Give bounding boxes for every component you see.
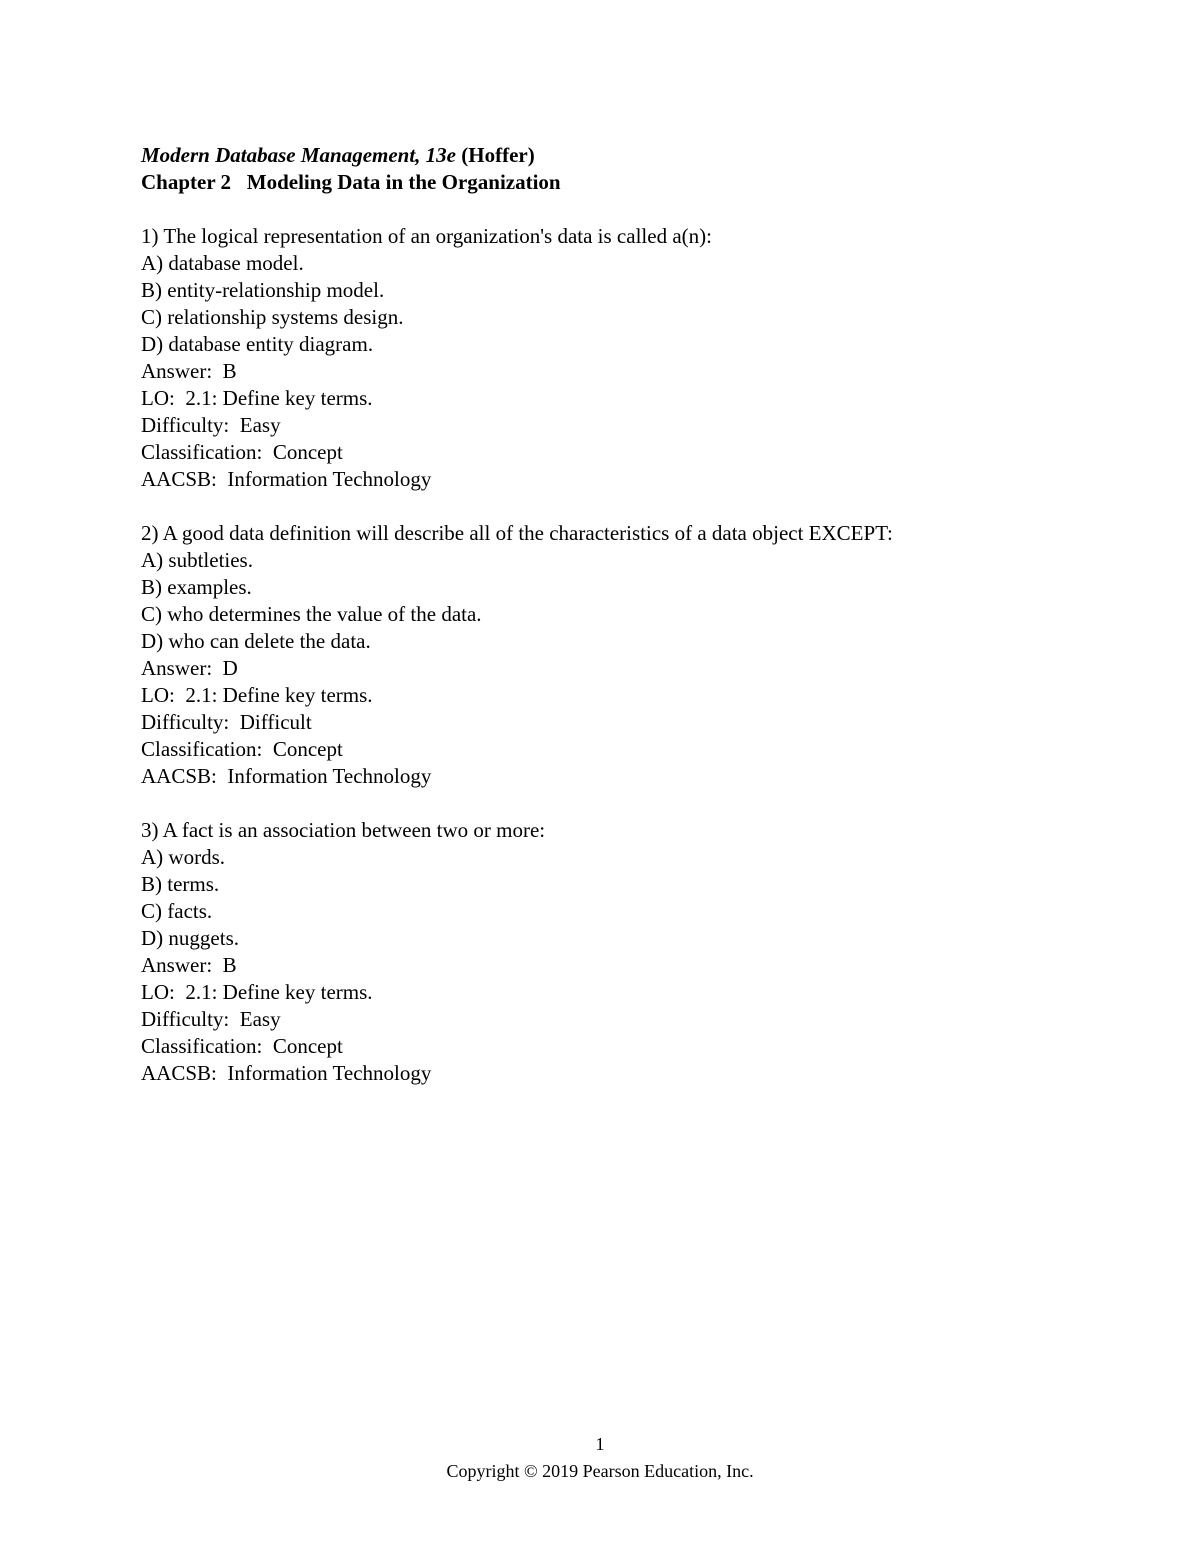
- learning-objective: LO: 2.1: Define key terms.: [141, 980, 373, 1004]
- option-d: D) who can delete the data.: [141, 629, 371, 653]
- option-a: A) words.: [141, 845, 225, 869]
- question-stem: 2) A good data definition will describe all of the characteristics of a data object EXCEPT:: [141, 521, 893, 545]
- aacsb: AACSB: Information Technology: [141, 764, 432, 788]
- difficulty: Difficulty: Easy: [141, 1007, 281, 1031]
- option-d: D) nuggets.: [141, 926, 239, 950]
- spacer: [141, 196, 1041, 223]
- option-c: C) facts.: [141, 899, 213, 923]
- answer: Answer: B: [141, 953, 237, 977]
- difficulty: Difficulty: Easy: [141, 413, 281, 437]
- option-b: B) terms.: [141, 872, 220, 896]
- learning-objective: LO: 2.1: Define key terms.: [141, 683, 373, 707]
- option-c: C) who determines the value of the data.: [141, 602, 482, 626]
- answer: Answer: D: [141, 656, 238, 680]
- spacer: [141, 790, 1041, 817]
- option-a: A) subtleties.: [141, 548, 253, 572]
- question-3: [141, 817, 1041, 1087]
- option-d: D) database entity diagram.: [141, 332, 374, 356]
- chapter-title: Chapter 2 Modeling Data in the Organization: [141, 170, 561, 194]
- classification: Classification: Concept: [141, 440, 343, 464]
- copyright-notice: Copyright © 2019 Pearson Education, Inc.: [446, 1461, 754, 1481]
- book-title-line: [141, 142, 1041, 169]
- option-b: B) examples.: [141, 575, 252, 599]
- answer: Answer: B: [141, 359, 237, 383]
- book-author: (Hoffer): [456, 143, 535, 167]
- page-content: [141, 142, 1041, 1087]
- question-2: [141, 520, 1041, 790]
- spacer: [141, 493, 1041, 520]
- option-c: C) relationship systems design.: [141, 305, 404, 329]
- book-title: Modern Database Management, 13e: [141, 143, 456, 167]
- aacsb: AACSB: Information Technology: [141, 467, 432, 491]
- option-b: B) entity-relationship model.: [141, 278, 385, 302]
- aacsb: AACSB: Information Technology: [141, 1061, 432, 1085]
- classification: Classification: Concept: [141, 1034, 343, 1058]
- question-1: [141, 223, 1041, 493]
- learning-objective: LO: 2.1: Define key terms.: [141, 386, 373, 410]
- question-stem: 3) A fact is an association between two or more:: [141, 818, 546, 842]
- option-a: A) database model.: [141, 251, 304, 275]
- question-stem: 1) The logical representation of an organization's data is called a(n):: [141, 224, 712, 248]
- difficulty: Difficulty: Difficult: [141, 710, 312, 734]
- page-number: 1: [595, 1434, 605, 1454]
- classification: Classification: Concept: [141, 737, 343, 761]
